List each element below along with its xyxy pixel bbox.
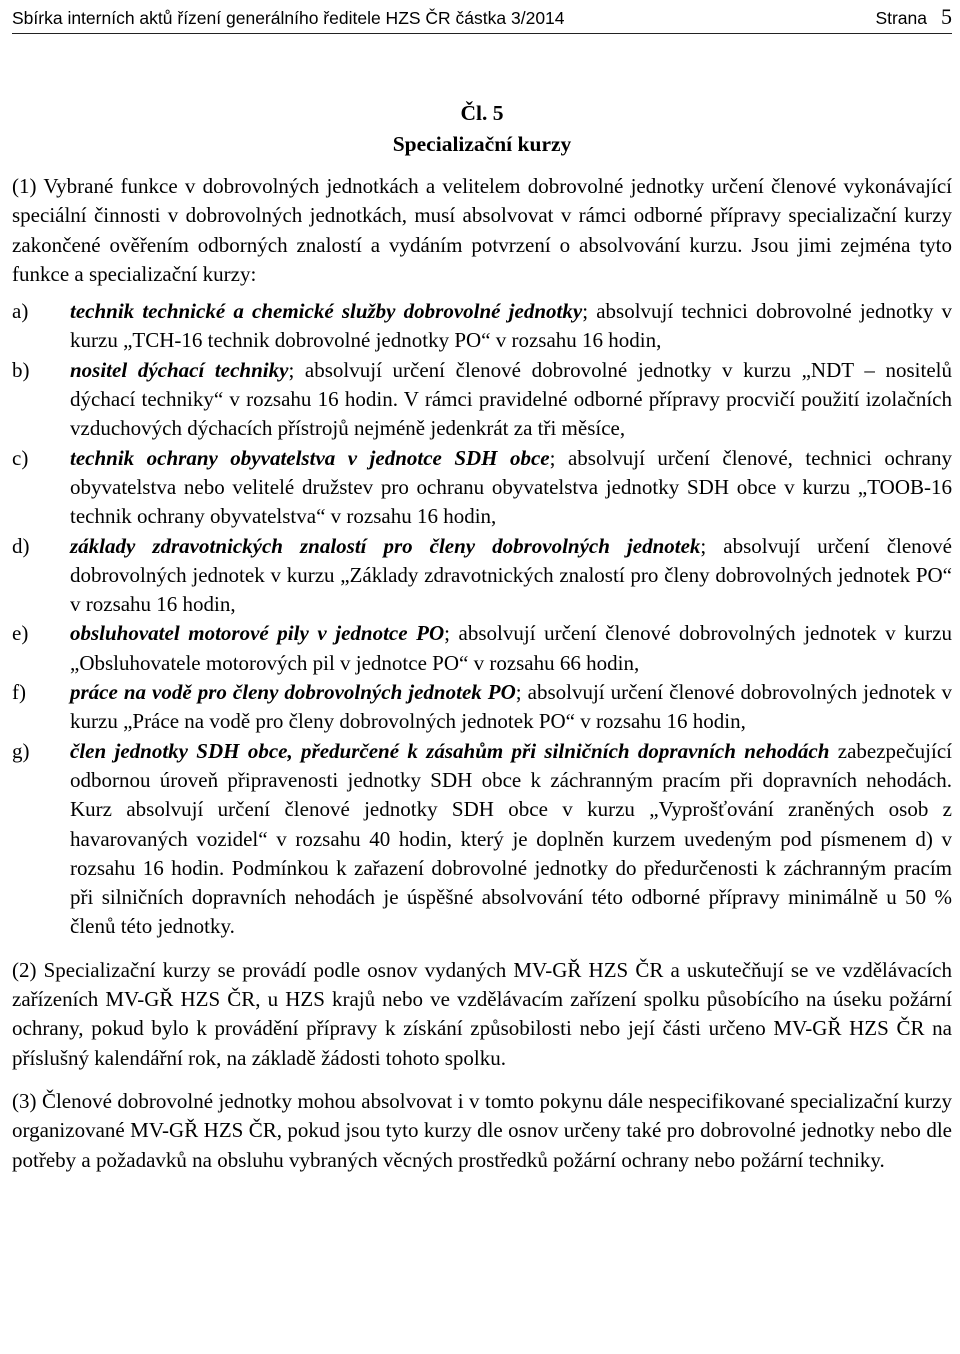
paragraph-1-intro: (1) Vybrané funkce v dobrovolných jednotkách a velitelem dobrovolné jednotky určení členové vykonávající speciální činnosti v dobrovolných jednotkách, musí absolvovat v rámci odborné přípravy specializační kurzy zakončené ověřením odborných znalostí a vydáním potvrzení o absolvování kurzu. Jsou jimi zejména tyto funkce a specializační kurzy: — [12, 174, 952, 286]
list-item-lead: člen jednotky SDH obce, předurčené k zásahům při silničních dopravních nehodách — [70, 738, 830, 763]
list-item-d — [12, 532, 952, 620]
list-item-lead: technik ochrany obyvatelstva v jednotce SDH obce — [70, 445, 550, 470]
list-marker: b) — [12, 357, 30, 382]
list-marker: a) — [12, 299, 29, 324]
article-number: Čl. 5 — [460, 101, 504, 125]
list-item-body — [70, 619, 952, 678]
list-item-body — [70, 532, 952, 620]
list-item-lead: základy zdravotnických znalostí pro členy dobrovolných jednotek — [70, 533, 701, 558]
function-list — [12, 297, 952, 942]
list-item-body — [70, 356, 952, 444]
list-item-e — [12, 619, 952, 678]
list-item-text: ; absolvují určení členové dobrovolných jednotek v kurzu „Obsluhovatele motorových pil v jednotce PO“ v rozsahu 66 hodin, — [70, 621, 952, 675]
list-item-body — [70, 737, 952, 942]
list-marker: e) — [12, 621, 29, 646]
list-item-g — [12, 737, 952, 942]
list-item-b — [12, 356, 952, 444]
list-item-f — [12, 678, 952, 737]
page-number: 5 — [941, 4, 952, 29]
paragraph-3: (3) Členové dobrovolné jednotky mohou absolvovat i v tomto pokynu dále nespecifikované specializační kurzy organizované MV-GŘ HZS ČR, pokud jsou tyto kurzy dle osnov určeny také pro dobrovolné jednotky nebo dle potřeby a požadavků na obsluhu vybraných věcných prostředků požární ochrany nebo požární techniky. — [12, 1088, 952, 1172]
list-item-body — [70, 297, 952, 356]
list-marker: g) — [12, 738, 30, 763]
list-item-lead: obsluhovatel motorové pily v jednotce PO — [70, 621, 445, 646]
list-item-body — [70, 678, 952, 737]
list-marker: d) — [12, 533, 30, 558]
list-marker: f) — [12, 680, 26, 705]
list-marker: c) — [12, 445, 29, 470]
list-item-lead: nositel dýchací techniky — [70, 357, 289, 382]
header-title: Sbírka interních aktů řízení generálního ředitele HZS ČR částka 3/2014 — [12, 8, 565, 28]
list-item-text: ; absolvují technici dobrovolné jednotky v kurzu „TCH-16 technik dobrovolné jednotky PO“ v rozsahu 16 hodin, — [70, 299, 953, 353]
list-item-text: ; absolvují určení členové dobrovolné jednotky v kurzu „NDT – nositelů dýchací techniky“ v rozsahu 16 hodin. V rámci pravidelné odborné přípravy procvičí použití izolačních vzduchových dýchacích přístrojů nejméně jedenkrát za tři měsíce, — [70, 357, 952, 441]
page-header — [12, 0, 952, 34]
list-item-text: ; absolvují určení členové dobrovolných jednotek v kurzu „Práce na vodě pro členy dobrovolných jednotek PO“ v rozsahu 16 hodin, — [70, 680, 952, 734]
list-item-text: zabezpečující odbornou úroveň připravenosti jednotky SDH obce k záchranným pracím při dopravních nehodách. Kurz absolvují určení členové jednotky SDH obce v kurzu „Vyprošťování zraněných osob z havarovaných vozidel“ v rozsahu 40 hodin, který je doplněn kurzem uvedeným pod písmenem d) v rozsahu 16 hodin. Podmínkou k zařazení dobrovolné jednotky do předurčenosti k záchranným pracím při silničních dopravních nehodách je úspěšné absolvování této odborné přípravy minimálně u 50 % členů této jednotky. — [70, 738, 953, 939]
list-item-lead: práce na vodě pro členy dobrovolných jednotek PO — [70, 680, 516, 705]
list-item-text: ; absolvují určení členové, technici ochrany obyvatelstva nebo velitelé družstev pro ochranu obyvatelstva jednotky SDH obce v kurzu „TOOB-16 technik ochrany obyvatelstva“ v rozsahu 16 hodin, — [70, 445, 952, 529]
list-item-lead: technik technické a chemické služby dobrovolné jednotky — [70, 299, 583, 324]
list-item-text: ; absolvují určení členové dobrovolných jednotek v kurzu „Základy zdravotnických znalostí pro členy dobrovolných jednotek PO“ v rozsahu 16 hodin, — [70, 533, 952, 617]
paragraph-2: (2) Specializační kurzy se provádí podle osnov vydaných MV-GŘ HZS ČR a uskutečňují se ve vzdělávacích zařízeních MV-GŘ HZS ČR, u HZS krajů nebo ve vzdělávacím zařízení spolku působícího na úseku požární ochrany, pokud bylo k provádění přípravy k získání způsobilosti nebo její části určeno MV-GŘ HZS ČR na příslušný kalendářní rok, na základě žádosti tohoto spolku. — [12, 957, 952, 1070]
list-item-c — [12, 444, 952, 532]
article-heading: Specializační kurzy — [392, 132, 572, 156]
page-number-block — [875, 4, 952, 30]
page-label: Strana — [875, 8, 927, 28]
list-item-a — [12, 297, 952, 356]
list-item-body — [70, 444, 952, 532]
